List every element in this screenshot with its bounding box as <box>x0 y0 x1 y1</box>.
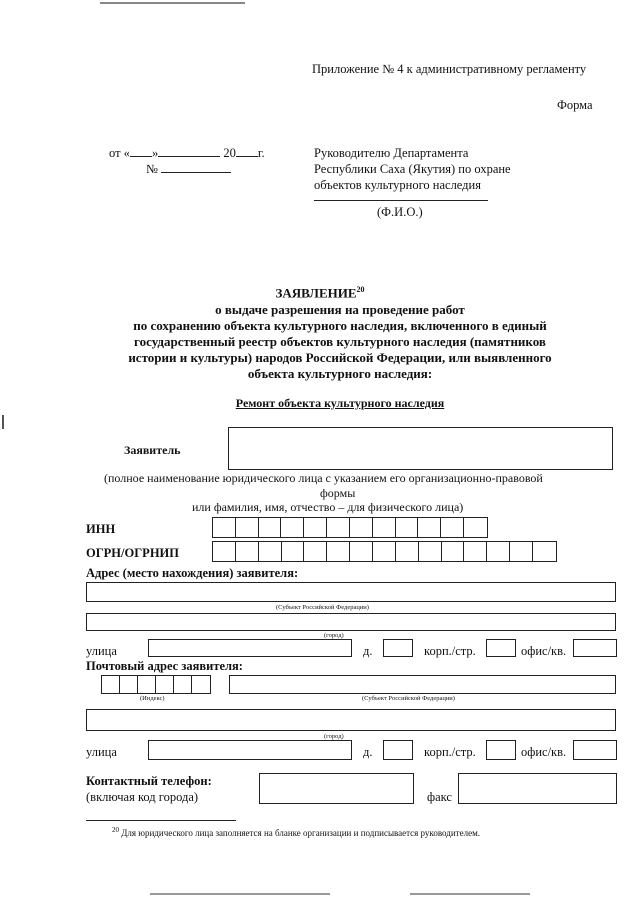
address-building-label: корп./стр. <box>424 644 476 658</box>
applicant-label: Заявитель <box>124 443 181 457</box>
ogrn-cell[interactable] <box>236 542 259 561</box>
postal-index-cells[interactable] <box>101 675 211 694</box>
year-blank[interactable] <box>236 156 258 157</box>
form-label: Форма <box>557 98 593 112</box>
ogrn-cell[interactable] <box>282 542 305 561</box>
phone-hint: (включая код города) <box>86 790 199 804</box>
postal-office-input[interactable] <box>573 740 617 760</box>
inn-cell[interactable] <box>373 518 396 537</box>
index-cell[interactable] <box>174 676 192 693</box>
postal-subject-input[interactable] <box>229 675 616 694</box>
title-line3: государственный реестр объектов культурного наследия (памятников <box>134 334 546 349</box>
postal-city-caption: (город) <box>324 733 344 740</box>
title-line2: по сохранению объекта культурного наследия, включенного в единый <box>133 318 547 333</box>
fax-label: факс <box>427 790 452 804</box>
ogrn-cells[interactable] <box>212 541 557 562</box>
postal-title: Почтовый адрес заявителя: <box>86 659 243 673</box>
document-title <box>0 285 640 301</box>
address-city-input[interactable] <box>86 613 616 631</box>
inn-cell[interactable] <box>281 518 304 537</box>
applicant-input[interactable] <box>228 427 613 470</box>
inn-cell[interactable] <box>327 518 350 537</box>
address-office-input[interactable] <box>573 639 617 657</box>
ogrn-cell[interactable] <box>510 542 533 561</box>
appendix-reference: Приложение № 4 к административному регламенту <box>312 62 587 76</box>
month-blank[interactable] <box>158 156 220 157</box>
addressee-line3: объектов культурного наследия <box>314 178 481 192</box>
inn-label: ИНН <box>86 522 116 536</box>
title-text: ЗАЯВЛЕНИЕ <box>275 285 357 301</box>
inn-cells[interactable] <box>212 517 488 538</box>
postal-street-label: улица <box>86 745 117 759</box>
fio-blank[interactable] <box>314 200 488 201</box>
ogrn-cell[interactable] <box>373 542 396 561</box>
ogrn-cell[interactable] <box>396 542 419 561</box>
inn-cell[interactable] <box>464 518 487 537</box>
scan-artifact <box>410 893 530 895</box>
address-building-input[interactable] <box>486 639 516 657</box>
postal-house-input[interactable] <box>383 740 413 760</box>
address-title: Адрес (место нахождения) заявителя: <box>86 566 299 580</box>
scan-artifact <box>150 893 330 895</box>
phone-input[interactable] <box>259 773 414 804</box>
index-cell[interactable] <box>138 676 156 693</box>
number-label: № <box>146 162 158 176</box>
ogrn-cell[interactable] <box>327 542 350 561</box>
ogrn-cell[interactable] <box>442 542 465 561</box>
address-subject-input[interactable] <box>86 582 616 602</box>
number-field <box>146 162 231 177</box>
work-type: Ремонт объекта культурного наследия <box>235 396 445 410</box>
inn-cell[interactable] <box>350 518 373 537</box>
index-cell[interactable] <box>102 676 120 693</box>
title-line4: истории и культуры) народов Российской Федерации, или выявленного <box>128 350 552 365</box>
ogrn-cell[interactable] <box>533 542 556 561</box>
address-house-label: д. <box>363 644 373 658</box>
postal-house-label: д. <box>363 745 373 759</box>
postal-city-input[interactable] <box>86 709 616 731</box>
applicant-hint-line2: формы <box>320 486 356 500</box>
address-street-input[interactable] <box>148 639 352 657</box>
footnote <box>112 826 480 838</box>
applicant-hint-line1: (полное наименование юридического лица с указанием его организационно-правовой <box>104 471 543 485</box>
ogrn-cell[interactable] <box>304 542 327 561</box>
date-field <box>109 146 265 161</box>
applicant-hint-line3: или фамилия, имя, отчество – для физического лица) <box>192 500 464 514</box>
scan-artifact <box>2 415 4 429</box>
footnote-text: Для юридического лица заполняется на бланке организации и подписывается руководителем. <box>121 828 481 838</box>
address-office-label: офис/кв. <box>521 644 567 658</box>
number-blank[interactable] <box>161 172 231 173</box>
postal-street-input[interactable] <box>148 740 352 760</box>
postal-index-caption: (Индекс) <box>140 695 165 702</box>
ogrn-cell[interactable] <box>213 542 236 561</box>
postal-building-input[interactable] <box>486 740 516 760</box>
fax-input[interactable] <box>458 773 617 804</box>
index-cell[interactable] <box>192 676 210 693</box>
date-suffix: » <box>151 146 159 160</box>
address-city-caption: (город) <box>324 632 344 639</box>
footnote-number: 20 <box>112 826 119 834</box>
footnote-separator <box>86 820 236 821</box>
year-prefix: 20 <box>223 146 236 160</box>
addressee-line2: Республики Саха (Якутия) по охране <box>314 162 511 176</box>
postal-building-label: корп./стр. <box>424 745 476 759</box>
ogrn-cell[interactable] <box>464 542 487 561</box>
ogrn-cell[interactable] <box>350 542 373 561</box>
ogrn-cell[interactable] <box>259 542 282 561</box>
scan-artifact <box>100 2 245 4</box>
day-blank[interactable] <box>130 156 152 157</box>
footnote-ref: 20 <box>356 285 365 294</box>
postal-subject-caption: (Субъект Российской Федерации) <box>362 695 455 702</box>
title-line5: объекта культурного наследия: <box>247 366 433 381</box>
address-street-label: улица <box>86 644 117 658</box>
date-prefix: от « <box>109 146 130 160</box>
inn-cell[interactable] <box>259 518 282 537</box>
index-cell[interactable] <box>120 676 138 693</box>
title-line1: о выдаче разрешения на проведение работ <box>215 302 465 317</box>
ogrn-label: ОГРН/ОГРНИП <box>86 546 179 560</box>
ogrn-cell[interactable] <box>419 542 442 561</box>
address-house-input[interactable] <box>383 639 413 657</box>
fio-caption: (Ф.И.О.) <box>377 205 423 219</box>
address-subject-caption: (Субъект Российской Федерации) <box>276 604 369 611</box>
inn-cell[interactable] <box>396 518 419 537</box>
ogrn-cell[interactable] <box>487 542 510 561</box>
index-cell[interactable] <box>156 676 174 693</box>
postal-office-label: офис/кв. <box>521 745 567 759</box>
phone-label: Контактный телефон: <box>86 774 212 788</box>
inn-cell[interactable] <box>418 518 441 537</box>
inn-cell[interactable] <box>304 518 327 537</box>
inn-cell[interactable] <box>441 518 464 537</box>
year-suffix: г. <box>257 146 265 160</box>
addressee-line1: Руководителю Департамента <box>314 146 469 160</box>
inn-cell[interactable] <box>236 518 259 537</box>
inn-cell[interactable] <box>213 518 236 537</box>
